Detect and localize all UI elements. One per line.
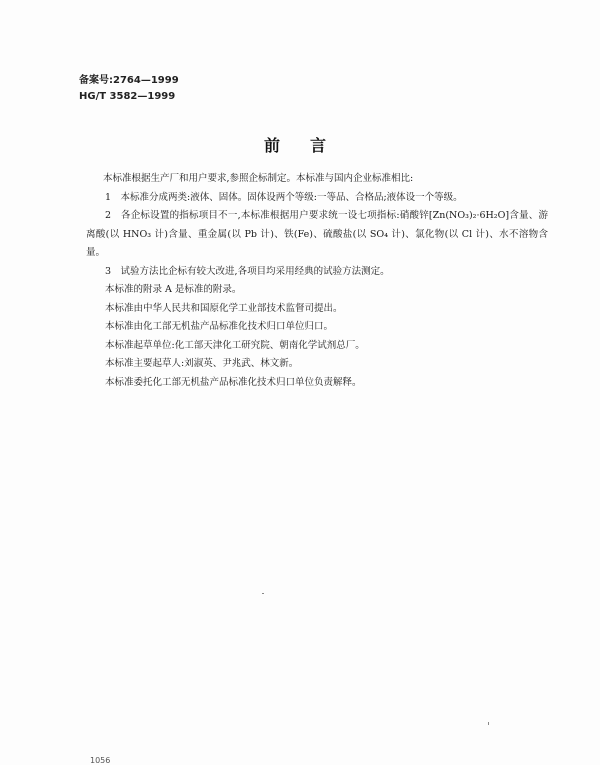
record-number: 备案号:2764—1999 bbox=[79, 75, 179, 86]
document-header bbox=[79, 73, 179, 105]
preface-paragraph-drafters: 本标准主要起草人:刘淑英、尹兆武、林文新。 bbox=[105, 358, 299, 369]
scan-speck bbox=[488, 722, 489, 725]
preface-paragraph-intro: 本标准根据生产厂和用户要求,参照企标制定。本标准与国内企业标准相比: bbox=[103, 173, 414, 184]
scan-speck bbox=[262, 593, 264, 594]
preface-paragraph-item-3: 3 试验方法比企标有较大改进,各项目均采用经典的试验方法测定。 bbox=[105, 265, 390, 277]
page-title: 前言 bbox=[263, 136, 356, 155]
preface-paragraph-interpretation: 本标准委托化工部无机盐产品标准化技术归口单位负责解释。 bbox=[105, 376, 362, 388]
preface-paragraph-drafting-units: 本标准起草单位:化工部天津化工研究院、朝南化学试剂总厂。 bbox=[105, 339, 365, 351]
preface-paragraph-centralized: 本标准由化工部无机盐产品标准化技术归口单位归口。 bbox=[105, 321, 334, 332]
preface-paragraph-item-1: 1 本标准分成两类:液体、固体。固体设两个等级:一等品、合格品;液体设一个等级。 bbox=[105, 191, 463, 203]
preface-body bbox=[86, 170, 548, 392]
standard-number: HG/T 3582—1999 bbox=[79, 91, 176, 102]
preface-paragraph-item-2: 2 各企标设置的指标项目不一,本标准根据用户要求统一设七项指标:硝酸锌[Zn(NO₃)₂·6H₂O]含量、游离酸(以 HNO₃ 计)含量、重金属(以 Pb 计)、铁(Fe)、硫酸盐(以 SO₄ 计)、氯化物(以 Cl 计)、水不溶物含量。 bbox=[86, 210, 548, 258]
preface-paragraph-proposer: 本标准由中华人民共和国原化学工业部技术监督司提出。 bbox=[105, 302, 343, 314]
preface-paragraph-appendix: 本标准的附录 A 是标准的附录。 bbox=[105, 284, 242, 295]
page-number: 1056 bbox=[90, 756, 111, 765]
